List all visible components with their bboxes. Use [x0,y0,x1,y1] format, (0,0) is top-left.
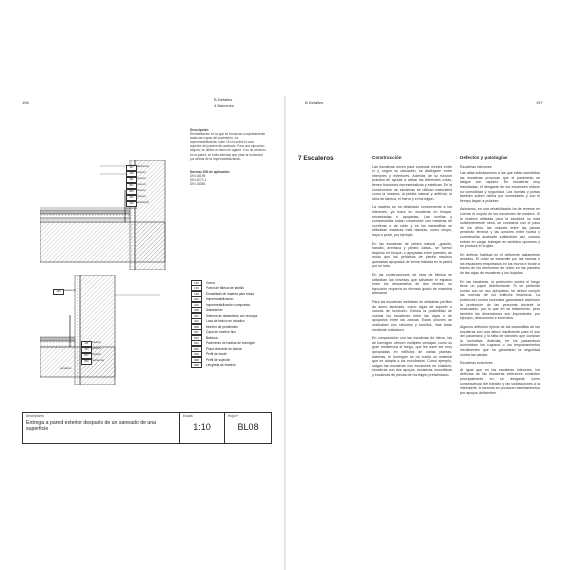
legend-code: 201 [191,296,202,302]
legend-code: 601 [191,335,202,341]
legend-label: Pavimento de losetas de hormigón [206,341,256,346]
defects-paragraph: Algunos defectos típicos de las barandillas de las escaleras son una altura insuficiente para el uso del pasamano y la falta de barrotes que cumplan la normativa. Además, en los pasamanos dominaban los rugosos o los empotramientos insuficientes que no garantizan la seguridad contra las caídas. [460,325,540,357]
legend-code: 100 [191,280,202,286]
defects-heading: Defectos y patologías [460,155,508,160]
legend-label: Pared de fábrica de ladrillo [206,286,244,291]
callout-label: (existente) [137,201,150,204]
legend-label: Impermeabilización compuesta [206,302,250,307]
legend-code: 905 [191,357,202,363]
legend-code: 908 [191,362,202,368]
title-block-sheet-cell [225,413,272,444]
section-label: B Detalles [305,100,324,105]
defects-paragraph: En las escaleras, la protección contra el fuego tiene un papel determinante. Si se pretende contar con un uso apropiado, se deben cumplir las normas de los edificios históricos. La protección contra incendios garantizará asimismo la protección de las personas durante la evacuación, por lo que en su tratamiento, pero también las dimensiones son importantes, por ejemplo, detecciones e incendios. [460,279,540,321]
legend [191,280,257,368]
callout-label: (existente) [92,359,105,362]
legend-code: 103 [191,285,202,291]
legend-label: Baldosa [206,335,218,340]
legend-label: Impermeabilización [206,297,234,302]
legend-code: 807 [191,329,202,335]
sheet-label: Hoja nº [228,414,239,418]
callout-label: (existente) [137,165,150,168]
legend-label: Grava [206,280,215,285]
page-gutter [284,96,286,570]
description-text: Rehabilitación en la que se renuevan completamente todas las capas del pavimento. La impermeabilización sube 15 cm sobre la cota superior del pavimento acabado. Para una ejecución segura, se utiliza un listón de agarre. Con un refuerzo en la pared, se evita además que pase la humedad por detrás de la impermeabilización. [190,132,266,161]
legend-code: 307 [191,313,202,319]
legend-row [191,363,257,369]
callout-label: (existente) [64,289,77,292]
legend-label: Losa de balcón en voladizo [206,319,245,324]
legend-label: Capa de mortero fino [206,330,236,335]
callout-code: 109 [126,171,137,177]
defects-subheading: Escaleras exteriores [460,361,493,366]
legend-label: Lengüeta de madera [206,363,236,368]
norm-item: DIN 18195 [190,173,206,178]
page-number: 197 [536,100,543,105]
legend-code: 202 [191,302,202,308]
callout-code: 806 [126,189,137,195]
detail-drawing-top [40,160,190,270]
legend-code: 801 [191,340,202,346]
norms-title: Normas DIN de aplicación: [190,169,231,174]
callout-code: 807 [126,183,137,189]
callout-code: 807 [81,353,92,359]
callout-code: 111 [126,177,137,183]
callout-code: 109 [53,289,64,295]
construction-paragraph: En comparación con las escaleras de hierro, las de hormigón ofrecen múltiples ventajas, como su gran resistencia al fuego, que les hace ser muy apropiadas en edificios de varias plantas. Además, el hormigón se ha vuelto un material que se adapta a los encofrados. Como ejemplo, valgan las escaleras con escalones en voladizo, escaleras con dos apoyos, escaleras monolíticas y escaleras de piezas de hormigón prefabricado. [372,336,452,377]
callout-label: (nuevo) [137,195,146,198]
legend-code: 806 [191,324,202,330]
descriptors-label: Descriptores [26,414,44,418]
construction-paragraph: La madera se ha destinado comúnmente a los interiores, ya fuera en escaleras en limque, encastradas o apoyadas. Las huellas y contrahuellas solían construirse con maderas de coníferas o de roble y en los barandillas se utilizaban maderas más blandas, como chopo, haya o peral, por ejemplo. [372,205,452,237]
construction-column [372,156,452,382]
legend-label: Perfil de borde [206,352,227,357]
legend-label: Enrasillado de madera para mesa [206,291,254,296]
legend-label: Mortero de pendientes [206,324,238,329]
defects-paragraph: Las altas solicitaciones a las que están sometidas las escaleras provocan que el pavimento se fatigue con rapidez. En escaleras muy transitadas, el desgaste de los escalones reduce su comodidad y seguridad. Las huellas y juntas también sufren daños por humedades y con el tiempo llegan a pudrirse. [460,171,540,203]
callout-label: (nuevo) [92,341,101,344]
callout-code: 115 [126,201,137,207]
construction-paragraph: Las escaleras sirven para conectar niveles entre sí y, según su ubicación, se distinguen entre interiores y exteriores. Además de su función práctica de ayudar a salvar las diferentes cotas, tienen funciones representativas y estéticas. En la construcción de escaleras se utilizan materiales como la madera, la piedra natural y artificial, la obra de fábrica, el hierro y el hormigón. [372,164,452,201]
norm-item: DIN 4070-1 [190,177,207,182]
scale-label: Escala [183,414,193,418]
legend-label: Sistema de aislamiento con revoque [206,313,258,318]
legend-label: Aislamiento [206,308,223,313]
construction-paragraph: En las escaleras de piedra natural –granito, basalto, arenisca y piedra caliza– se fueron dejando en bloque, o apoyadas entre paredes, de modo que los peldaños de piedra macizos quedaban apoyados de forma trabada en la pared por un lado. [372,241,452,269]
defects-paragraph: En defecto habitual es el deficiente aislamiento acústico. El ruido se transmite por las zancas o los escalones empotrados en los muros e incide a través de los elementos de unión en las paredes de las cajas de escaleras y los forjados. [460,252,540,276]
title-block-descriptors-cell [23,413,180,444]
title-block [22,412,272,444]
construction-heading: Construcción [372,155,402,160]
callout-code: 806 [81,359,92,365]
legend-code: 109 [191,291,202,297]
callout-label: (nuevo) [137,171,146,174]
callout-label: (nuevo) [92,347,101,350]
construction-paragraph: En las construcciones de obra de fábrica se utilizaban las bóvedas que salvaban el espacio entre los descansillos de dos niveles; su ejecución requería un elevado grado de maestría artesanal. [372,273,452,296]
legend-code: 401 [191,318,202,324]
legend-code: 305 [191,307,202,313]
callout-label: (nuevo) [137,183,146,186]
legend-code: 903 [191,351,202,357]
subsection-label: 4 Balcones [214,103,234,108]
defects-subheading: Escaleras interiores [460,164,492,169]
page-number: 196 [22,100,29,105]
description-title: Descripción: [190,128,210,132]
description-block [190,128,266,186]
callout-label: pendiente [60,367,72,370]
norm-item: DIN 18365 [190,182,206,187]
scale-value: 1:10 [193,422,211,433]
title-block-scale-cell [180,413,225,444]
construction-paragraph: Para las escaleras metálicas se utilizaban perfiles de acero laminado, como vigas de soporte o zancas de fundición. Existía la posibilidad de colocar los escalones entre las vigas o de apoyarlos entre las zancas. Estas uniones se realizaban con roblones y tornillos, más tarde mediante soldadura. [372,300,452,332]
descriptors-text: Entrega a pared exterior después de un saneado de una superficie [26,420,157,433]
sheet-value: BL08 [237,422,259,433]
chapter-title: 7 Escaleros [298,155,334,162]
legend-label: Perfil de sujeción [206,357,231,362]
section-label: B Detalles [214,97,233,102]
callout-label: (nuevo) [137,189,146,192]
callout-code: 107 [126,165,137,171]
callout-code: 201 [81,347,92,353]
callout-label: pendiente [126,207,138,210]
callout-code: 111 [81,341,92,347]
callout-label: (nuevo) [137,177,146,180]
defects-column [460,156,540,399]
legend-label: Placa drenante de balcón [206,346,243,351]
callout-label: (nuevo) [92,353,101,356]
legend-code: 802 [191,346,202,352]
callout-code: 201 [126,195,137,201]
defects-paragraph: Asimismo, en una rehabilitación ha de tenerse en cuenta el crujido de los escalones de madera. Si la madera utilizada para la escalera no está suficientemente seca, se contraerá con el paso de los años, las uniones entre las piezas perderán firmeza y las uniones entre huella y contrahuella acabarán soltándose así, cuando entran en carga, trabajan en sentidos opuestos y se produce el crujido. [460,207,540,249]
defects-paragraph: Al igual que en las escaleras interiores, los defectos de las escaleras exteriores consisten principalmente en un desgaste como consecuencia del tránsito y las solicitaciones a la intemperie. A menudo se producen asentamientos por apoyos deficientes. [460,367,540,395]
